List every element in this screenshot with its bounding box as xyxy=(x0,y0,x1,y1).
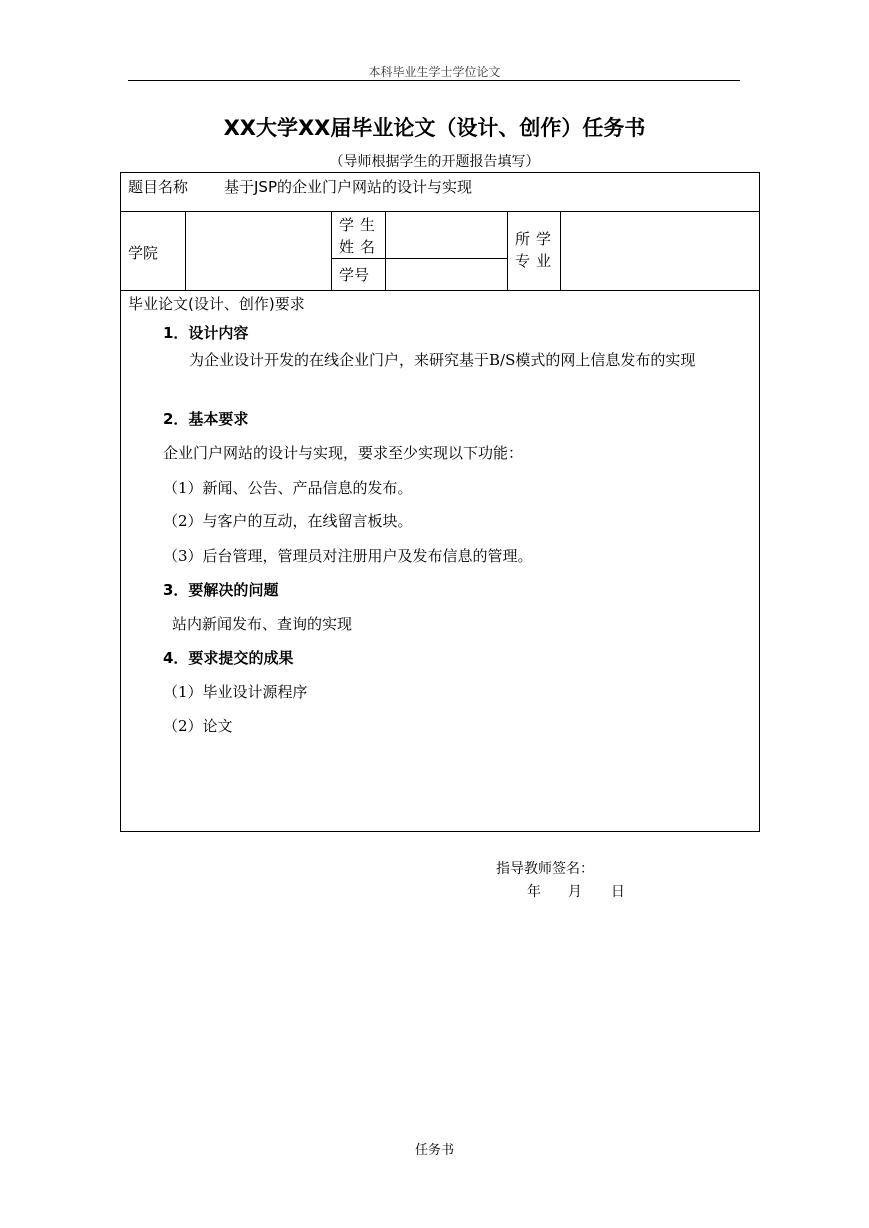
college-label: 学院 xyxy=(128,244,159,262)
col-divider-1 xyxy=(185,211,186,290)
basic-requirement-item: （2）与客户的互动，在线留言板块。 xyxy=(163,512,413,530)
student-id-label: 学号 xyxy=(339,266,370,284)
row-divider-topic xyxy=(120,211,760,212)
date-month-label: 月 xyxy=(567,884,582,900)
col-divider-2 xyxy=(331,211,332,290)
advisor-signature-label: 指导教师签名： xyxy=(496,861,594,877)
row-divider-info xyxy=(120,290,760,291)
topic-value[interactable]: 基于JSP的企业门户网站的设计与实现 xyxy=(224,178,472,196)
design-content-text: 为企业设计开发的在线企业门户，来研究基于B/S模式的网上信息发布的实现 xyxy=(189,351,696,369)
topic-label: 题目名称 xyxy=(128,178,189,196)
section-title-design-content: 1．设计内容 xyxy=(163,324,249,342)
col-divider-3 xyxy=(385,211,386,290)
date-year-label: 年 xyxy=(527,884,541,900)
section-title-deliverables: 4．要求提交的成果 xyxy=(163,649,294,667)
col-divider-5 xyxy=(560,211,561,290)
document-title: XX大学XX届毕业论文（设计、创作）任务书 xyxy=(223,116,646,140)
col-divider-4 xyxy=(507,211,508,290)
requirements-heading: 毕业论文(设计、创作)要求 xyxy=(128,295,305,313)
problems-text: 站内新闻发布、查询的实现 xyxy=(172,615,353,633)
major-label: 所学专业 xyxy=(515,230,558,270)
document-subtitle: （导师根据学生的开题报告填写） xyxy=(329,154,540,170)
student-name-label: 学生姓名 xyxy=(339,216,382,256)
basic-requirement-item: （3）后台管理，管理员对注册用户及发布信息的管理。 xyxy=(163,547,533,565)
section-title-basic-requirements: 2．基本要求 xyxy=(163,410,249,428)
signature-date xyxy=(527,881,625,901)
running-header: 本科毕业生学士学位论文 xyxy=(368,65,501,79)
basic-requirement-item: （1）新闻、公告、产品信息的发布。 xyxy=(163,479,413,497)
header-rule xyxy=(128,80,740,81)
row-divider-name-id xyxy=(331,258,507,259)
deliverable-item: （1）毕业设计源程序 xyxy=(163,683,308,701)
deliverable-item: （2）论文 xyxy=(163,717,233,735)
page-footer: 任务书 xyxy=(414,1143,454,1158)
date-day-label: 日 xyxy=(610,884,625,900)
section-title-problems: 3．要解决的问题 xyxy=(163,581,279,599)
basic-requirements-intro: 企业门户网站的设计与实现，要求至少实现以下功能： xyxy=(163,444,524,462)
